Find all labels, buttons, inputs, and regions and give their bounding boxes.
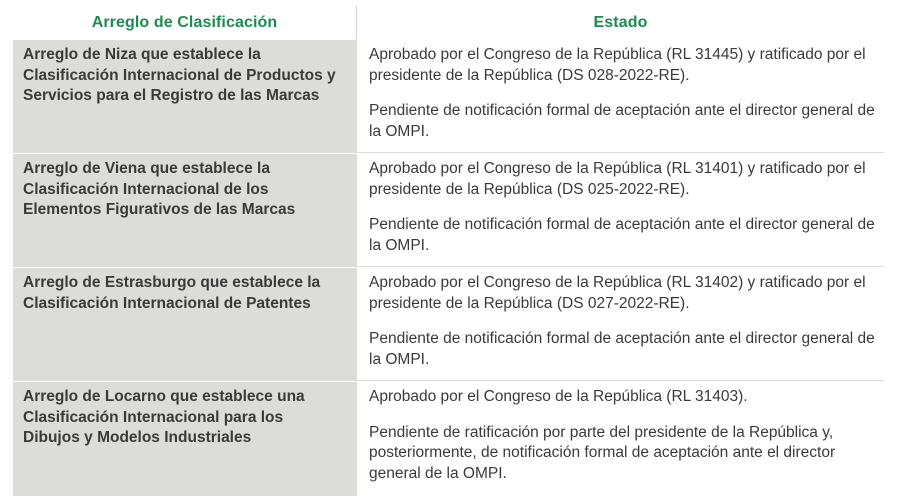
- arrangement-cell: Arreglo de Estrasburgo que establece la Clasificación Internacional de Patentes: [13, 268, 357, 381]
- status-pending-text: Pendiente de notificación formal de aceptación ante el director general de la OMPI.: [369, 330, 875, 368]
- status-pending-text: Pendiente de notificación formal de aceptación ante el director general de la OMPI.: [369, 216, 875, 254]
- arrangement-cell: Arreglo de Viena que establece la Clasificación Internacional de los Elementos Figurativos de las Marcas: [13, 154, 357, 267]
- arrangement-cell: Arreglo de Locarno que establece una Clasificación Internacional para los Dibujos y Modelos Industriales: [13, 382, 357, 496]
- header-status: Estado: [593, 13, 648, 31]
- status-cell: [357, 154, 884, 267]
- table-header: [13, 6, 884, 39]
- status-approval-text: Aprobado por el Congreso de la República (RL 31403).: [369, 388, 748, 405]
- header-arrangement-cell: [13, 6, 357, 39]
- table-row: [13, 39, 884, 153]
- status-pending-text: Pendiente de notificación formal de aceptación ante el director general de la OMPI.: [369, 102, 875, 140]
- status-cell: [357, 268, 884, 381]
- arrangement-cell: Arreglo de Niza que establece la Clasificación Internacional de Productos y Servicios para el Registro de las Marcas: [13, 40, 357, 153]
- header-arrangement: Arreglo de Clasificación: [91, 13, 278, 31]
- status-pending-text: Pendiente de ratificación por parte del presidente de la República y, posteriormente, de notificación formal de aceptación ante el director general de la OMPI.: [369, 423, 836, 482]
- status-cell: [357, 382, 884, 496]
- table-row: [13, 381, 884, 496]
- table-row: [13, 153, 884, 267]
- header-status-cell: [357, 6, 884, 39]
- status-approval-text: Aprobado por el Congreso de la República (RL 31402) y ratificado por el presidente de la República (DS 027-2022-RE).: [369, 274, 866, 312]
- status-approval-text: Aprobado por el Congreso de la República (RL 31401) y ratificado por el presidente de la República (DS 025-2022-RE).: [369, 160, 866, 198]
- table-row: [13, 267, 884, 381]
- status-cell: [357, 40, 884, 153]
- status-approval-text: Aprobado por el Congreso de la República (RL 31445) y ratificado por el presidente de la República (DS 028-2022-RE).: [369, 46, 866, 84]
- classification-table: [13, 6, 884, 496]
